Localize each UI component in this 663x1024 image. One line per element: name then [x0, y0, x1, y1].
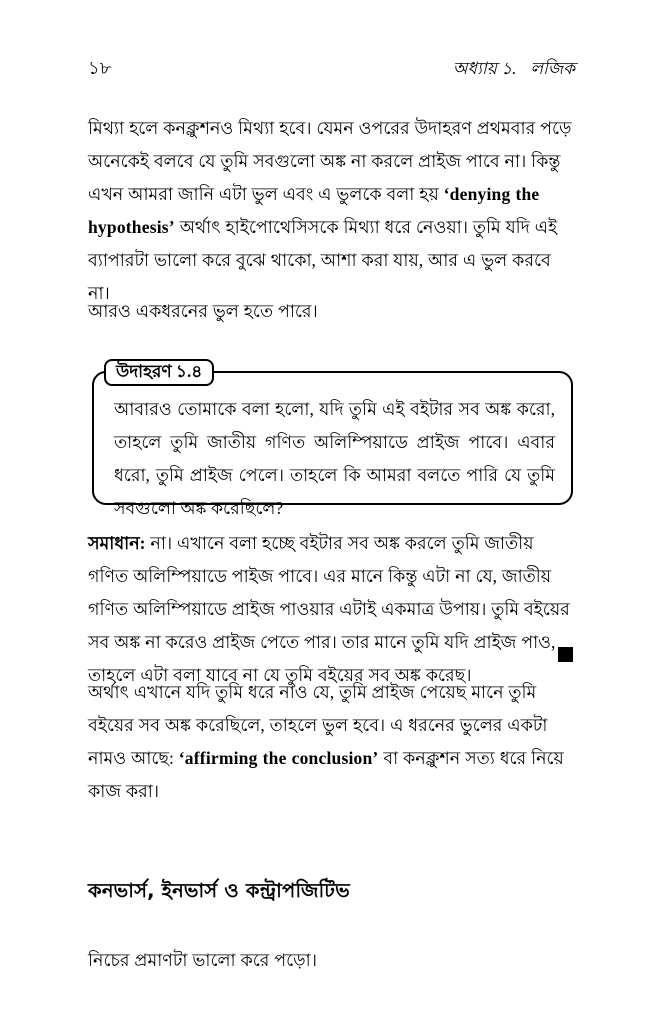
intro-text-part-2: অর্থাৎ হাইপোথেসিসকে মিথ্যা ধরে নেওয়া। তুমি যদি এই ব্যাপারটা ভালো করে বুঝে থাকো, আশা করা যায়, আর এ ভুল করবে না। — [88, 217, 558, 303]
qed-tombstone-icon — [558, 647, 573, 662]
intro-term-denying-hypothesis: ‘denying the hypothesis’ — [88, 184, 540, 237]
solution-label: সমাধান: — [88, 533, 146, 553]
page-number: ১৮ — [88, 58, 112, 78]
example-label-tab: উদাহরণ ১.৪ — [104, 359, 214, 386]
example-body-text: আবারও তোমাকে বলা হলো, যদি তুমি এই বইটার সব অঙ্ক করো, তাহলে তুমি জাতীয় গণিত অলিম্পিয়াডে প্রাইজ পাবে। এবার ধরো, তুমি প্রাইজ পেলে। তাহলে কি আমরা বলতে পারি যে তুমি সবগুলো অঙ্ক করেছিলে? — [114, 399, 555, 518]
chapter-heading — [453, 56, 575, 84]
paragraph-meaning-block — [88, 676, 575, 808]
paragraph-proof-block — [88, 944, 575, 977]
chapter-title: লজিক — [530, 59, 575, 78]
paragraph-intro — [88, 112, 575, 310]
paragraph-solution-block — [88, 527, 575, 692]
paragraph-solution — [88, 527, 575, 692]
meaning-text-part-2: বা কনক্লুশন সত্য ধরে নিয়ে কাজ করা। — [88, 748, 564, 801]
paragraph-another-block — [88, 295, 575, 328]
paragraph-read-the-proof: নিচের প্রমাণটা ভালো করে পড়ো। — [88, 950, 317, 970]
paragraph-another-mistake: আরও একধরনের ভুল হতে পারে। — [88, 301, 318, 321]
meaning-text-part-1: অর্থাৎ এখানে যদি তুমি ধরে নাও যে, তুমি প্রাইজ পেয়েছ মানে তুমি বইয়ের সব অঙ্ক করেছিলে, তাহলে ভুল হবে। এ ধরনের ভুলের একটা নামও আছে: — [88, 682, 548, 768]
intro-text-part-1: মিথ্যা হলে কনক্লুশনও মিথ্যা হবে। যেমন ওপরের উদাহরণ প্রথমবার পড়ে অনেকেই বলবে যে তুমি সবগুলো অঙ্ক না করলে প্রাইজ পাবে না। কিন্তু এখন আমরা জানি এটা ভুল এবং এ ভুলকে বলা হয় — [88, 118, 572, 204]
example-callout-box — [92, 361, 573, 518]
running-head — [88, 54, 575, 82]
meaning-term-affirming-conclusion: ‘affirming the conclusion’ — [178, 748, 379, 768]
paragraph-intro-block — [88, 112, 575, 310]
solution-text: না। এখানে বলা হচ্ছে বইটার সব অঙ্ক করলে তুমি জাতীয় গণিত অলিম্পিয়াডে পাইজ পাবে। এর মানে কিন্তু এটা না যে, জাতীয় গণিত অলিম্পিয়াডে প্রাইজ পাওয়ার এটাই একমাত্র উপায়। তুমি বইয়ের সব অঙ্ক না করেও প্রাইজ পেতে পার। তার মানে তুমি যদি প্রাইজ পাও, তাহলে এটা বলা যাবে না যে তুমি বইয়ের সব অঙ্ক করেছ। — [88, 533, 570, 685]
paragraph-meaning — [88, 676, 575, 808]
section-heading-converse-inverse-contrapositive: কনভার্স, ইনভার্স ও কন্ট্রাপজিটিভ — [88, 879, 350, 902]
chapter-label: অধ্যায় ১. — [452, 59, 517, 78]
